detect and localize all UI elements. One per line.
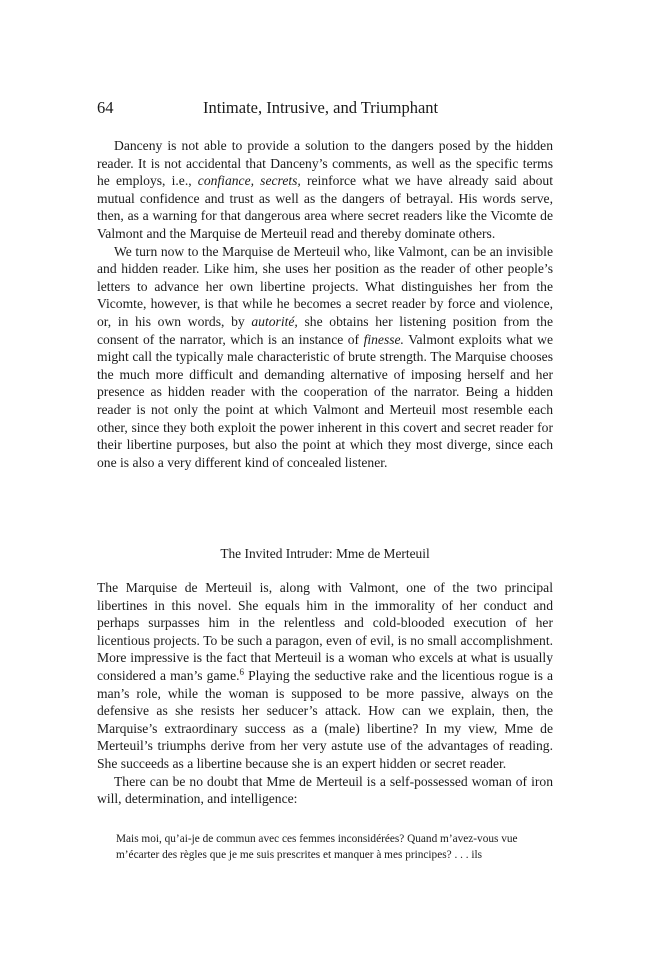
text-run: We turn now to the Marquise de Merteuil who, like Valmont, can be an invisible and hidden reader. Like him, she uses her position as the reader of other people’s letters to advance her own libertine projects. What distinguishes her from the Vicomte, however, is that while he becomes a secret reader by force and violence, or, in his own words, by bbox=[97, 243, 553, 329]
quote-text: Mais moi, qu’ai-je de commun avec ces femmes inconsidérées? Quand m’avez-vous vue m’écarter des règles que je me suis prescrites et manquer à mes principes? . . . ils bbox=[116, 833, 518, 861]
block-quote bbox=[116, 831, 546, 863]
running-header bbox=[97, 98, 553, 118]
text-run: Playing the seductive rake and the licentious rogue is a man’s role, while the woman is supposed to be more passive, always on the defensive as she resists her seducer’s attack. How can we explain, then, the Marquise’s extraordinary success as a (male) libertine? In my view, Mme de Merteuil’s triumphs derive from her very astute use of the advantages of reading. She succeeds as a libertine because she is an expert hidden or secret reader. bbox=[97, 667, 553, 771]
paragraph bbox=[97, 137, 553, 243]
text-run: The Marquise de Merteuil is, along with Valmont, one of the two principal libertines in this novel. She equals him in the immorality of her conduct and perhaps surpasses him in the relentless and cold-blooded execution of her licentious projects. To be such a paragon, even of evil, is no small accomplishment. More impressive is the fact that Merteuil is a woman who excels at what is usually considered a man’s game. bbox=[97, 580, 553, 683]
paragraph: There can be no doubt that Mme de Merteuil is a self-possessed woman of iron will, determination, and intelligence: bbox=[97, 773, 553, 807]
footnote-marker: 6 bbox=[239, 666, 245, 677]
text-run: Danceny is not able to provide a solution to the dangers posed by the hidden reader. It is not accidental that Danceny’s comments, as well as the specific terms he employs, i.e., bbox=[97, 138, 553, 189]
text-run: Valmont exploits what we might call the typically male characteristic of brute strength. The Marquise chooses the much more difficult and demanding alternative of imposing herself and her presence as hidden reader with the cooperation of the narrator. Being a hidden reader is not only the point at which Valmont and Merteuil most resemble each other, since they both exploit the power inherent in this covert and secret reader for their libertine purposes, but also the point at which they most diverge, since each one is also a very different kind of concealed listener. bbox=[97, 331, 553, 470]
running-title: Intimate, Intrusive, and Triumphant bbox=[203, 98, 439, 117]
section-two-text bbox=[97, 579, 553, 808]
italic-term: autorité, bbox=[251, 313, 298, 329]
paragraph bbox=[97, 579, 553, 773]
italic-terms: confiance, secrets, bbox=[197, 173, 301, 189]
section-heading: The Invited Intruder: Mme de Merteuil bbox=[220, 546, 430, 561]
page-number: 64 bbox=[97, 98, 114, 117]
section-one-text bbox=[97, 137, 553, 471]
text-run: she obtains her listening position from the consent of the narrator, which is an instance of bbox=[97, 313, 554, 347]
paragraph bbox=[97, 243, 553, 472]
text-run: reinforce what we have already said about mutual confidence and trust as well as the dangers of betrayal. His words serve, then, as a warning for that dangerous area where secret readers like the Vicomte de Valmont and the Marquise de Merteuil read and thereby dominate others. bbox=[97, 173, 554, 241]
italic-term: finesse. bbox=[363, 331, 404, 347]
